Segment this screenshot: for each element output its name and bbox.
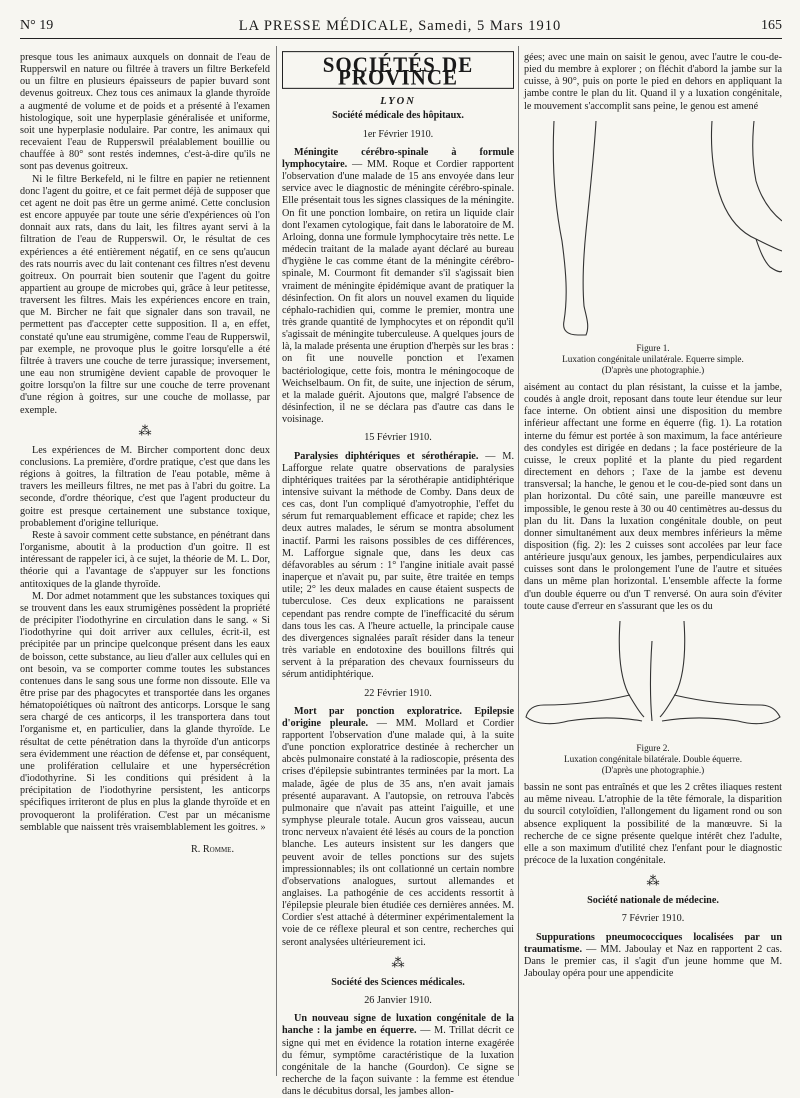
article-title: Paralysies diphtériques et sérothérapie. bbox=[294, 450, 479, 462]
column-3 bbox=[524, 52, 782, 980]
paragraph: M. Dor admet notamment que les substances toxiques qui se trouvent dans les eaux strumigènes possèdent la propriété de précipiter l'iodothyrine en circulation dans le sang. « Si l'iodothyrine qui doit arriver aux cellules, écrit-il, est précipitée par un principe quelconque présent dans les eaux de boisson, cette substance, au lieu d'aller aux cellules qui en ont besoin, va se comporter comme toutes les substances contenues dans le sang sous une forme non dissoute. Elle va être prise par des phagocytes et transportée dans les organes hématopoiétiques où naîtront des anticorps. Lorsque le sang sera chargé de ces anticorps, il les transportera dans tout l'organisme et, en particulier, dans la glande thyroïde. Le résultat de cette pénétration dans la thyroïde d'un anticorps sera évidemment une réaction de défense et, par conséquent, une prolifération cellulaire et une hypersécrétion d'iodothyrine. Si les conditions qui président à la précipitation de l'iodothyrine persistent, les anticorps spécifiques irriteront de plus en plus la glande thyroïde et en provoqueront la prolifération. C'est par un mécanisme semblable que naissent très vraisemblablement les goitres. » bbox=[20, 590, 270, 833]
leg-figure-1-illustration bbox=[524, 121, 782, 339]
page-number: 165 bbox=[761, 18, 782, 33]
column-2 bbox=[282, 52, 514, 1098]
society-heading: Société des Sciences médicales. bbox=[331, 976, 465, 988]
article-title: Méningite cérébro-spinale à formule lymphocytaire. bbox=[282, 146, 514, 170]
author-signature: R. Romme. bbox=[190, 843, 234, 855]
session-date: 22 Février 1910. bbox=[364, 687, 432, 699]
article-title: Un nouveau signe de luxation congénitale de la hanche : la jambe en équerre. bbox=[282, 1013, 514, 1037]
session-date: 1er Février 1910. bbox=[362, 128, 434, 140]
session-date: 7 Février 1910. bbox=[621, 913, 685, 925]
figure-2 bbox=[524, 621, 782, 776]
leg-figure-2-illustration bbox=[524, 621, 782, 739]
article-body: — MM. Mollard et Cordier rapportent l'observation d'une malade qui, à la suite d'une ponction exploratrice destinée à rechercher un abcès pulmonaire constaté à la radioscopie, présenta des crises d'épilepsie subintrantes terminées par la mort. La malade, âgée de plus de 35 ans, n'en avait jamais présenté auparavant. A l'autopsie, on retrouva l'abcès pulmonaire que n'avait pas atteint l'aiguille, et une symphyse pleurale totale. Aucun gros vaisseau, aucun tronc nerveux n'avaient été lésés au cours de la ponction blanche. Les auteurs insistent sur les dangers que peuvent avoir de telles ponctions sur des sujets impressionnables; ils ont collationné un certain nombre d'observations analogues, surtout allemandes et anglaises. La pathogénie de ces accidents ressortit à l'épilepsie pleurale bien étudiée ces dernières années. M. Cordier s'est attaché à déterminer expérimentalement la voie de ce réflexe pleural et son centre, recherches qui seront analysées ultérieurement ici. bbox=[282, 717, 514, 948]
header-rule bbox=[20, 38, 782, 39]
article-title: Mort par ponction exploratrice. Epilepsie d'origine pleurale. bbox=[282, 705, 514, 729]
figure-source: (D'après une photographie.) bbox=[601, 364, 705, 375]
section-separator: ⁂ bbox=[391, 954, 405, 970]
figure-title: Figure 1. bbox=[636, 342, 670, 353]
article-body: — M. Trillat décrit ce signe qui met en évidence la rotation interne exagérée du fémur, symptôme caractéristique de la luxation congénitale de la hanche (Gourdon). Ce signe se recherche de la façon suivante : la femme est étendue dans le décubitus dorsal, les jambes allon- bbox=[282, 1025, 514, 1098]
paragraph: Les expériences de M. Bircher comportent donc deux conclusions. La première, d'ordre pratique, c'est que dans les régions à goitres, la filtration de l'eau potable, même à travers les meilleurs filtres, ne met pas à l'abri du goitre. La seconde, d'ordre théorique, c'est que l'agent producteur du goitre est presque certainement une substance toxique, probablement d'origine tellurique. bbox=[20, 444, 270, 529]
paragraph: bassin ne sont pas entraînés et que les 2 crêtes iliaques restent au même niveau. L'atrophie de la tête fémorale, la disparition du sourcil cotyloïdien, l'allongement du ligament rond ou son absence expliquent la possibilité de la manœuvre. Si la recherche de ce signe présente quelque intérêt chez l'adulte, elle a son maximum d'utilité chez l'enfant pour le diagnostic précoce de la luxation congénitale. bbox=[524, 782, 782, 866]
session-date: 26 Janvier 1910. bbox=[364, 995, 432, 1007]
journal-title: LA PRESSE MÉDICALE, Samedi, 5 Mars 1910 bbox=[238, 18, 562, 34]
article-body: — M. Lafforgue relate quatre observations de paralysies diphtériques traitées par la sérothérapie antidiphtérique intensive suivant la méthode de Comby. Dans deux de ces cas, dont l'un compliqué d'amyotrophie, l'effet du sérum fut remarquablement efficace et rapide; chez les deux autres malades, le sérum se montra absolument inactif. Parmi les raisons possibles de ces différences, M. Lafforgue signale que, dans les deux cas défavorables au sérum : 1° l'angine initiale avait passé inaperçue et n'avait pu, par suite, être traitée en temps utile; 2° les deux malades en cause étaient suspects de tuberculose. Ces deux explications ne paraissent cependant pas rendre compte de l'inefficacité du sérum dans tous les cas. A l'heure actuelle, la principale cause des divergences signalées paraît résider dans la teneur très variable en endotoxine des bouillons filtrés qui servent à la préparation des chevaux fournisseurs du sérum antidiphtérique. bbox=[282, 450, 514, 681]
figure-1 bbox=[524, 121, 782, 376]
figure-caption: Luxation congénitale unilatérale. Equerre simple. bbox=[562, 353, 744, 364]
column-divider bbox=[276, 46, 277, 1076]
article-title: Suppurations pneumococciques localisées par un traumatisme. bbox=[524, 931, 782, 955]
issue-number: N° 19 bbox=[20, 18, 54, 33]
article-body: — MM. Jaboulay et Naz en rapportent 2 cas. Dans le premier cas, il s'agit d'un jeune homme que M. Jaboulay opéra pour une appendicite bbox=[524, 943, 782, 980]
figure-caption: Luxation congénitale bilatérale. Double équerre. bbox=[563, 754, 743, 765]
paragraph: presque tous les animaux auxquels on donnait de l'eau de Rupperswil en nature ou filtrée à travers un filtre Berkefeld ou un filtre en plusieurs épaisseurs de papier buvard sont devenus goitreux. Chez tous ces animaux la glande thyroïde a augmenté de volume et de poids et a présenté à l'examen histologique, soit une hyperplasie généralisée et uniforme, soit une hyperplasie nodulaire. Par contre, les animaux qui recevaient l'eau de Rupperswil préalablement bouillie ou chauffée à 80° sont restés indemnes, c'est-à-dire qu'ils ne sont pas devenus goitreux. bbox=[20, 52, 270, 173]
figure-source: (D'après une photographie.) bbox=[601, 765, 705, 776]
session-date: 15 Février 1910. bbox=[364, 432, 432, 444]
section-separator: ⁂ bbox=[138, 422, 152, 438]
article-body: — MM. Roque et Cordier rapportent l'observation d'une malade de 15 ans envoyée dans leur service avec le diagnostic de méningite cérébro-spinale. Elle présentait tous les signes classiques de la méningite. On fit une ponction lombaire, on retira un liquide clair dont l'examen cytologique, fait dans le laboratoire de M. Arloing, donna une formule lymphocytaire très nette. Le médecin traitant de la malade ayant déclaré au bureau d'hygiène le cas comme étant de la méningite cérébro-spinale, M. Courmont fit demander s'il s'agissait bien vraiment de méningite épidémique avant de pratiquer la désinfection. On fit alors un nouvel examen du liquide céphalo-rachidien qui, comme le premier, montra une très grande quantité de lymphocytes et on répondit qu'il s'agissait de méningite tuberculeuse. A quelques jours de là, la malade présenta une éruption d'herpès sur les bras : on fit une nouvelle ponction et l'examen bactériologique, cette fois, montra le méningocoque de Weichselbaum. On fit, de suite, une injection de sérum, et la malade guérit. Ajoutons que, malgré l'absence de désinfection, il ne se déclara pas d'autre cas dans le voisinage. bbox=[282, 158, 514, 426]
section-separator: ⁂ bbox=[646, 873, 660, 889]
society-heading: Société médicale des hôpitaux. bbox=[332, 110, 464, 122]
paragraph: gées; avec une main on saisit le genou, avec l'autre le cou-de-pied du membre à explorer ; on fléchit d'abord la jambe sur la cuisse, à 90°, puis on porte le pied en dehors en appliquant la jambe contre le plan du lit. Quand il y a luxation congénitale, le mouvement s'accomplit sans peine, le genou est amené bbox=[524, 52, 782, 112]
society-heading: Société nationale de médecine. bbox=[587, 895, 719, 907]
section-banner: SOCIÉTÉS DE PROVINCE bbox=[282, 51, 514, 89]
column-divider bbox=[518, 46, 519, 1076]
page-header bbox=[0, 18, 800, 46]
paragraph: Reste à savoir comment cette substance, en pénétrant dans l'organisme, aboutit à la production d'un goitre. Il est intéressant de rappeler ici, à ce sujet, la théorie de M. L. Dor, théorie qui a l'avantage de s'appuyer sur les fonctions antitoxiques de la glande thyroïde. bbox=[20, 529, 270, 590]
paragraph: Ni le filtre Berkefeld, ni le filtre en papier ne retiennent donc l'agent du goitre, et ce fait permet déjà de supposer que cet agent ne doit pas être un germe animé. Cette conclusion est encore appuyée par toute une série d'expériences où l'on donnait aux rats, dans du lait, les filtres ayant servi à la filtration de l'eau de Rupperswil. Or, le résultat de ces expériences a été entièrement négatif, en ce sens qu'aucun des rats nourris avec du lait contenant ces filtres n'est devenu goitreux. On pourrait bien soutenir que l'agent du goitre appartient au groupe de microbes qui, grâce à leur petitesse, traversent les filtres. Mais les expériences encore en train, que M. Bircher ne fait que signaler dans son travail, ne permettent pas d'accepter cette supposition. Il a, en effet, constaté qu'une eau strumigène, comme l'eau de Rupperswil, par exemple, ne provoque plus le goitre lorsqu'elle a été filtrée à travers une couche de terre jurassique; inversement, une eau non strumigène devient capable de provoquer le goitre lorsqu'on la filtre sur une couche de terre provenant d'une région à goitres, sur une couche de mollasse, par exemple. bbox=[20, 173, 270, 416]
figure-title: Figure 2. bbox=[636, 743, 670, 754]
city-heading: LYON bbox=[380, 96, 416, 108]
column-1 bbox=[20, 52, 270, 856]
paragraph: aisément au contact du plan résistant, la cuisse et la jambe, coudés à angle droit, reposant dans toute leur étendue sur leur face interne. On obtient ainsi une disposition du membre inférieur affectant une forme en équerre (fig. 1). La rotation interne du fémur est portée à son maximum, la face antérieure des condyles est dirigée en dedans ; la face postérieure de la cuisse, le creux poplité et la plante du pied regardent directement en dehors ; l'axe de la jambe est devenu transversal; la hanche, le genou et le cou-de-pied sont dans un plan horizontal. Du côté sain, une pareille manœuvre est impossible, le genou reste à 30 ou 40 centimètres au-dessus du plan du lit. Dans la luxation congénitale double, on peut donner simultanément aux deux membres inférieurs la même disposition (fig. 2): les 2 cuisses sont accolées par leur face antérieure jusqu'aux genoux, les jambes, perpendiculaires aux cuisses sont dans le prolongement l'une de l'autre et situées dans un même plan horizontal. L'ensemble affecte la forme d'un double équerre ou d'un T renversé. On aura soin d'éviter toute cause d'erreur en s'assurant que les os du bbox=[524, 381, 782, 612]
